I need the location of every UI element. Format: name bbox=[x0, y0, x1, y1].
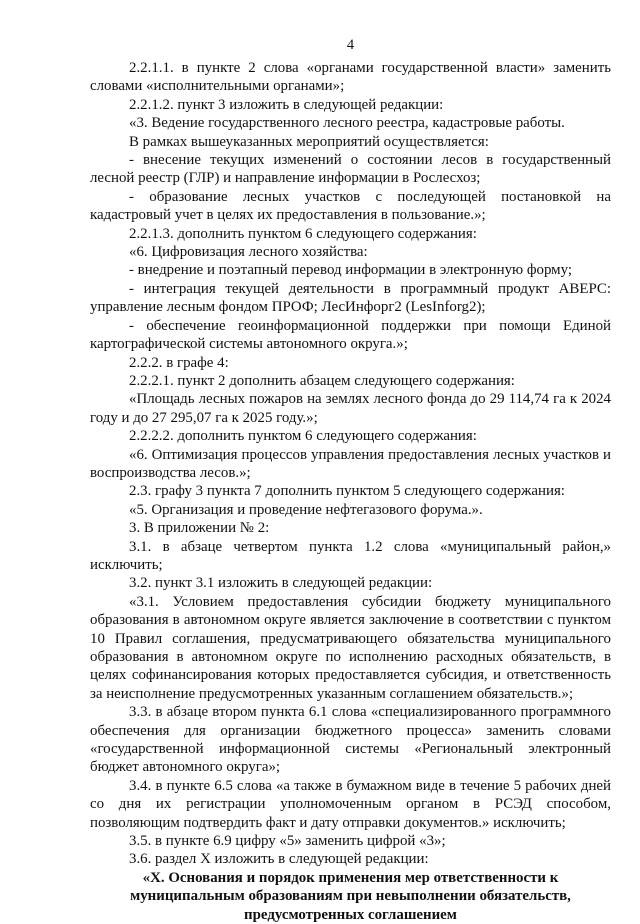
paragraph: 3.5. в пункте 6.9 цифру «5» заменить цифрой «3»; bbox=[129, 833, 446, 850]
paragraph: 3.1. в абзаце четвертом пункта 1.2 слова «муниципальный район,» исключить; bbox=[90, 538, 611, 573]
paragraph: - обеспечение геоинформационной поддержки при помощи Единой картографической системы автономного округа.»; bbox=[90, 317, 611, 353]
paragraph: 3.2. пункт 3.1 изложить в следующей редакции: bbox=[129, 575, 433, 592]
paragraph: В рамках вышеуказанных мероприятий осуществляется: bbox=[129, 133, 489, 150]
paragraph: 3.4. в пункте 6.5 слова «а также в бумажном виде в течение 5 рабочих дней со дня их регистрации уполномоченным органом в РСЭД способом, позволяющим подтвердить факт и дату отправки документов.» исключить; bbox=[90, 777, 611, 831]
paragraph: 2.3. графу 3 пункта 7 дополнить пунктом 5 следующего содержания: bbox=[129, 483, 565, 500]
paragraph: - внесение текущих изменений о состоянии лесов в государственный лесной реестр (ГЛР) и направление информации в Рослесхоз; bbox=[90, 152, 611, 187]
paragraph: 3.3. в абзаце втором пункта 6.1 слова «специализированного программного обеспечения для организации бюджетного процесса» заменить словами «государственной информационной системы «Региональный электронный бюджет автономного округа»; bbox=[90, 704, 611, 776]
paragraph: 2.2.2. в графе 4: bbox=[129, 354, 229, 371]
paragraph: 2.2.2.1. пункт 2 дополнить абзацем следующего содержания: bbox=[129, 372, 515, 389]
paragraph: 2.2.1.3. дополнить пунктом 6 следующего содержания: bbox=[129, 225, 477, 242]
paragraph: «Площадь лесных пожаров на землях лесного фонда до 29 114,74 га к 2024 году и до 27 295,07 га к 2025 году.»; bbox=[90, 391, 611, 426]
paragraph: 2.2.1.1. в пункте 2 слова «органами государственной власти» заменить словами «исполнительными органами»; bbox=[90, 60, 611, 95]
page-number: 4 bbox=[346, 37, 355, 53]
paragraph: 2.2.2.2. дополнить пунктом 6 следующего содержания: bbox=[129, 428, 477, 445]
paragraph: «6. Оптимизация процессов управления предоставления лесных участков и воспроизводства лесов.»; bbox=[90, 446, 611, 481]
section-heading: «X. Основания и порядок применения мер ответственности к муниципальным образованиям при невыполнении обязательств, предусмотренных соглашением bbox=[130, 869, 571, 923]
paragraph: 3.6. раздел X изложить в следующей редакции: bbox=[129, 851, 429, 868]
paragraph: «3.1. Условием предоставления субсидии бюджету муниципального образования в автономном округе является заключение в соответствии с пунктом 10 Правил соглашения, предусматривающего обязательства муниципального образования в автономном округе по исполнению расходных обязательств, в целях софинансирования которых предоставляется субсидия, и ответственность за неисполнение предусмотренных указанным соглашением обязательств.»; bbox=[90, 593, 611, 702]
document-body bbox=[90, 59, 611, 924]
paragraph: - внедрение и поэтапный перевод информации в электронную форму; bbox=[129, 262, 572, 279]
paragraph: «3. Ведение государственного лесного реестра, кадастровые работы. bbox=[129, 115, 565, 132]
paragraph: «6. Цифровизация лесного хозяйства: bbox=[129, 244, 368, 261]
paragraph: - интеграция текущей деятельности в программный продукт АВЕРС: управление лесным фондом ПРОФ; ЛесИнфорг2 (LesInforg2); bbox=[90, 280, 611, 316]
paragraph: «5. Организация и проведение нефтегазового форума.». bbox=[129, 501, 483, 518]
paragraph: 2.2.1.2. пункт 3 изложить в следующей редакции: bbox=[129, 96, 444, 113]
paragraph: - образование лесных участков с последующей постановкой на кадастровый учет в целях их предоставления в пользование.»; bbox=[90, 188, 611, 224]
paragraph: 3. В приложении № 2: bbox=[129, 520, 270, 537]
